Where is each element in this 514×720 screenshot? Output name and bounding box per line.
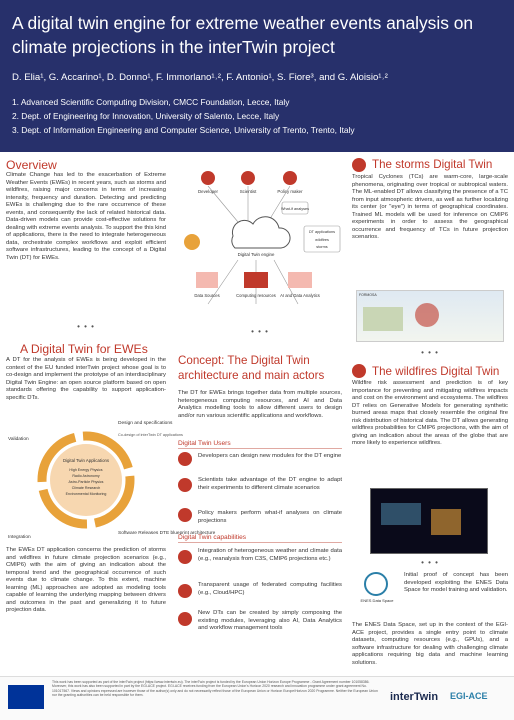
computing-label: Computing resources <box>236 293 276 298</box>
scientist-user-icon <box>178 478 192 497</box>
user-item-2: Scientists take advantage of the DT engine to adapt their experiments to different climate scenarios <box>198 477 342 491</box>
concept-text: The DT for EWEs brings together data from multiple sources, heterogeneous computing resources, and AI and Data Analytics modelling tools to allow different users to design and/or run various scientific applications and workflows. <box>178 390 342 419</box>
enes-logo-icon <box>364 572 388 596</box>
center-title: Digital Twin Applications <box>62 458 110 463</box>
storm-marker <box>415 303 439 327</box>
storms-title: The storms Digital Twin <box>372 158 493 171</box>
heat-region-1 <box>381 503 421 525</box>
data-sources-label: Data Sources <box>194 293 220 298</box>
wildfire-map-image <box>370 488 488 554</box>
storm-map-image <box>356 290 504 342</box>
scientist-label: Scientist <box>239 189 257 194</box>
center-item-3: Astro-Particle Physics <box>68 480 104 484</box>
capability-item-3: New DTs can be created by simply composing the existing modules, leveraging also AI, Data Analytics and workflow management tools <box>198 610 342 631</box>
release-label: Software Releases DTE blueprint architecture <box>118 531 216 536</box>
poster-footer <box>0 676 514 720</box>
analytics-icon <box>288 272 312 288</box>
what-if-label: What-if analyses <box>280 207 310 211</box>
scientist-icon <box>241 171 255 185</box>
data-sources-icon <box>196 272 218 288</box>
architecture-diagram <box>178 164 342 314</box>
user-item-3: Policy makers perform what-if analyses on climate projections <box>198 510 342 524</box>
enes-logo <box>352 572 402 608</box>
developer-icon <box>201 171 215 185</box>
egi-ace-logo: EGI-ACE <box>450 691 488 701</box>
capability-item-1: Integration of heterogeneous weather and climate data (e.g., reanalysis from C3S, CMIP6 projections etc.) <box>198 548 342 562</box>
affiliation-3: 3. Dept. of Information Engineering and Computer Science, University of Trento, Trento, Italy <box>12 125 355 135</box>
cloud-icon <box>232 217 290 248</box>
storms-app-label: storms <box>316 245 328 249</box>
heat-region-2 <box>431 509 461 535</box>
center-item-1: High Energy Physics <box>69 468 103 472</box>
integration-label: Integration <box>8 535 31 540</box>
poster-title: A digital twin engine for extreme weather events analysis on climate projections in the interTwin project <box>12 13 474 57</box>
overview-text: Climate Change has led to the exacerbation of Extreme Weather Events (EWEs) in recent years, such as storms and wildfires, raising major concerns in terms of increasing intensity, frequency and duration. Detecting and predicting EWEs is challenging due to the rare occurrence of these events, and consequently the lack of related historical data. Data-driven models can provide cost-effective solutions for dealing with extreme events analysis. To support the this kind of applications, there is the need to integrate heterogeneous data, orchestrate complex workflows and exploit efficient software infrastructures, leading to the concept of a Digital Twin (DT) for EWEs. <box>6 172 166 261</box>
poster-header <box>0 0 514 152</box>
enes-text-1: Initial proof of concept has been developed exploiting the ENES Data Space for model training and validation. <box>404 572 508 593</box>
policy-maker-icon <box>283 171 297 185</box>
analytics-label: AI and Data Analytics <box>280 293 320 298</box>
intertwin-logo: interTwin <box>390 691 439 703</box>
computing-icon <box>244 272 268 288</box>
dt-ewes-title: A Digital Twin for EWEs <box>20 342 148 356</box>
users-title: Digital Twin Users <box>178 440 342 449</box>
center-item-2: Radio Astronomy <box>72 474 100 478</box>
dt-apps-label: DT applications <box>308 230 336 234</box>
wildfires-app-label: wildfires <box>315 238 329 242</box>
capabilities-title: Digital Twin capabilities <box>178 534 342 543</box>
developer-label: Developer <box>197 189 219 194</box>
user-item-1: Developers can design new modules for the DT engine <box>198 453 342 459</box>
map-label: FORMOSA <box>359 293 377 297</box>
center-item-4: Climate Research <box>71 486 101 490</box>
section-divider: • • • <box>421 558 439 567</box>
wildfires-title: The wildfires Digital Twin <box>372 365 500 378</box>
storms-text: Tropical Cyclones (TCs) are warm-core, large-scale phenomena, originating over tropical or subtropical waters. The ML-enabled DT allows classifying the presence of a TC from input atmospheric drivers, as well as further localizing its center (or "eye") in terms of geographical coordinates. Trained ML models will be used for inference on CMIP6 experiments in order to assess the geographical occurrence and frequency of TCs in future projection scenarios. <box>352 174 508 240</box>
dt-ewes-text-2: The EWEs DT application concerns the prediction of storms and wildfires in future climate projection scenarios (e.g., CMIP6) with the aim of giving an indication about the temporal trend and the geographical occurrence of such events due to climate change. To this extent, machine learning (ML) approaches are adopted as modeling tools capable of learning the underlying mapping between drivers and outcomes in the past and generalizing it to future projection data. <box>6 547 166 613</box>
design-sub-label: Co-design of interTwin DT applications <box>118 433 183 437</box>
design-label: Design and specifications <box>118 421 173 426</box>
policy-maker-label: Policy maker <box>277 189 303 194</box>
concept-title: Concept: The Digital Twin architecture and main actors <box>178 354 325 382</box>
database-icon <box>178 550 192 569</box>
validation-label: Validation <box>8 437 29 442</box>
enes-text-2: The ENES Data Space, set up in the context of the EGI-ACE project, provides a single entry point to climate datasets, computing resources (e.g., GPUs), and a software infrastructure for dealing with challenging climate applications requiring big data and machine learning solutions. <box>352 622 508 666</box>
globe-icon <box>184 234 200 250</box>
policy-user-icon <box>178 508 192 527</box>
enes-logo-label: ENES Data Space <box>360 598 394 603</box>
capability-item-2: Transparent usage of federated computing facilities (e.g., Cloud/HPC) <box>198 582 342 596</box>
modules-icon <box>178 612 192 631</box>
author-list: D. Elia¹, G. Accarino¹, D. Donno¹, F. Immorlano¹˒², F. Antonio¹, S. Fiore³, and G. Aloisio¹˒² <box>12 72 388 83</box>
dt-ewes-text: A DT for the analysis of EWEs is being developed in the context of the EU funded interTwin project whose goal is to co-design and implement the prototype of an interdisciplinary Digital Twin Engine: an open source platform based on open standards offering the capability to support application-specific DTs. <box>6 357 166 401</box>
engine-label: Digital Twin engine <box>237 252 275 257</box>
section-divider: • • • <box>251 327 269 336</box>
center-item-5: Environmental Monitoring <box>65 492 107 496</box>
wildfires-text: Wildfire risk assessment and prediction is of key importance for preventing and mitigating wildfires impacts and cost on the environment and ecosystems. The wildfires DT relies on Generative Models for generating synthetic burned areas maps that closely resemble the original fire risk distribution of historical data. The DT allows generating wildfires probabilities for CMIP6 projections, with the aim of giving an indication about the areas of the globe that are more likely to experience wildfires. <box>352 380 508 446</box>
land-mass <box>363 307 403 331</box>
funding-text: This work has been supported as part of the interTwin project (https://www.intertwin.eu). The interTwin project is funded by the European Union Horizon Europe Programme - Grant Agreement number 101058386. Moreover, this work has also been supported in part by the EGI-ACE project. EGI-ACE receives funding from the European Union's Horizon 2020 research and innovation programme under grant agreement No. 101017567. Views and opinions expressed are however those of the author(s) only and do not necessarily reflect those of the European Union or Horizon Europe/Horizon 2020 Programme. Neither the European Union nor the granting authorities can be held responsible for them. <box>52 680 378 697</box>
affiliation-2: 2. Dept. of Engineering for Innovation, University of Salento, Lecce, Italy <box>12 111 280 121</box>
section-divider: • • • <box>77 322 95 331</box>
eu-flag-icon <box>8 685 44 709</box>
cloud-compute-icon <box>178 584 192 603</box>
affiliation-1: 1. Advanced Scientific Computing Division, CMCC Foundation, Lecce, Italy <box>12 97 290 107</box>
developer-user-icon <box>178 452 192 471</box>
overview-title: Overview <box>6 158 57 172</box>
section-divider: • • • <box>421 348 439 357</box>
